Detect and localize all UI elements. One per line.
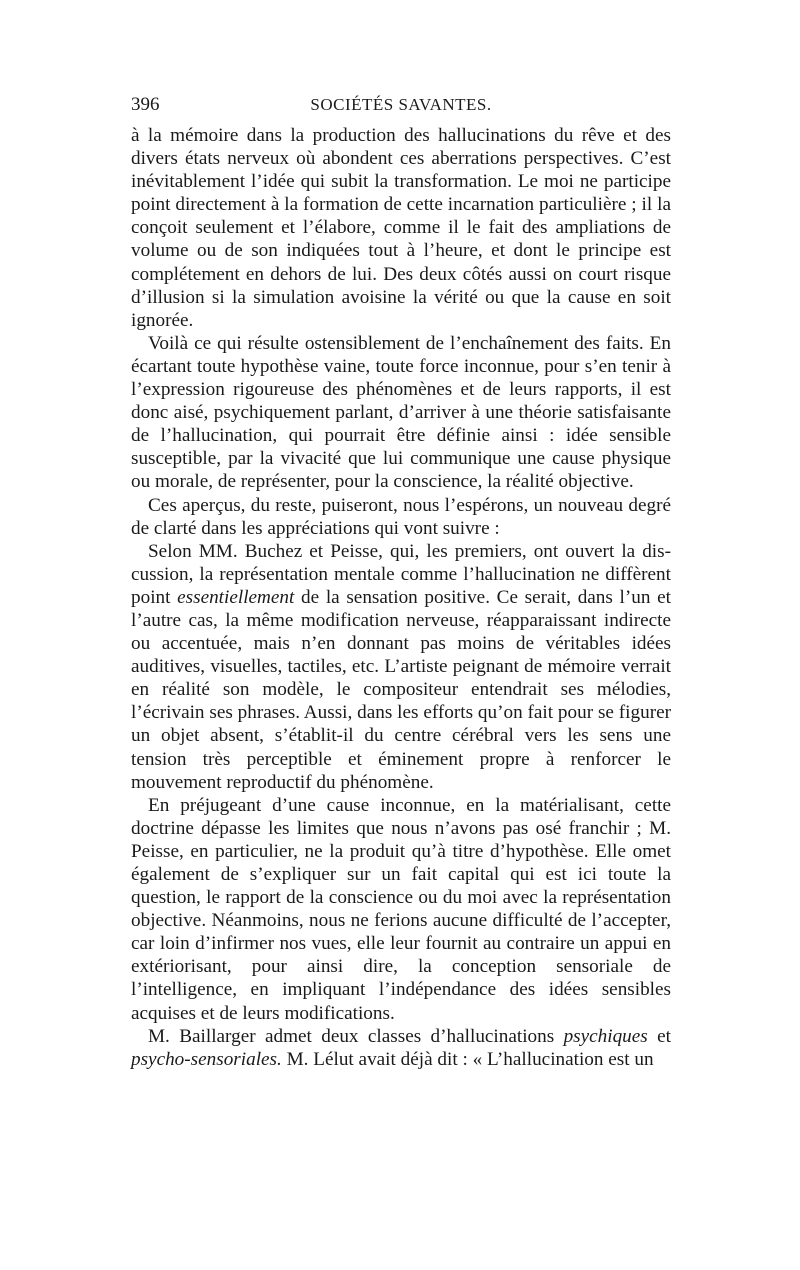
paragraph [131,124,671,332]
paragraph [131,332,671,494]
paragraph-text: Voilà ce qui résulte ostensiblement de l’enchaînement des faits. En écartant toute hypothèse vaine, toute force inconnue, pour s’en tenir à l’expression rigoureuse des phénomènes et de leurs rapports, il est donc aisé, psychiquement parlant, d’arriver à une théorie satisfaisante de l’hallucination, qui pourrait être définie ainsi : idée sensible susceptible, par la vivacité que lui communique une cause physique ou morale, de représenter, pour la conscience, la réalité objective. [131,332,671,493]
body-text [131,124,671,1071]
paragraph-text: Selon MM. Buchez et Peisse, qui, les premiers, ont ouvert la discussion, la représentation mentale comme l’hallucination ne diffèrent point [131,540,671,608]
paragraph-text: et [647,1025,671,1047]
paragraph-text: de la sensation positive. Ce serait, dans l’un et l’autre cas, la même modification nerveuse, réapparaissant indirecte ou accentuée, mais n’en donnant pas moins de véritables idées auditives, visuelles, tactiles, etc. L’artiste peignant de mémoire verrait en réalité son modèle, le compositeur entendrait ses mélodies, l’écrivain ses phrases. Aussi, dans les efforts qu’on fait pour se figurer un objet absent, s’établit-il du centre cérébral vers les sens une tension très perceptible et éminement propre à renforcer le mouvement reproductif du phénomène. [131,586,671,793]
paragraph-text: Ces aperçus, du reste, puiseront, nous l’espérons, un nouveau degré de clarté dans les appréciations qui vont suivre : [131,494,671,539]
paragraph [131,540,671,794]
paragraph [131,494,671,540]
paragraph [131,794,671,1025]
running-head [131,92,671,118]
italic-text: essentiellement [177,586,295,608]
paragraph-text: M. Lélut avait déjà dit : « L’hallucination est un [281,1048,654,1070]
running-title: SOCIÉTÉS SAVANTES. [310,95,492,114]
paragraph-text: M. Baillarger admet deux classes d’hallucinations [148,1025,564,1047]
page-number: 396 [131,94,160,115]
italic-text: psychiques [563,1025,648,1047]
paragraph-text: En préjugeant d’une cause inconnue, en la matérialisant, cette doctrine dépasse les limites que nous n’avons pas osé franchir ; M. Peisse, en particulier, ne la produit qu’à titre d’hypothèse. Elle omet également de s’expliquer sur un fait capital qui est ici toute la question, le rapport de la conscience ou du moi avec la représentation objective. Néanmoins, nous ne ferions aucune difficulté de l’accepter, car loin d’infirmer nos vues, elle leur fournit au contraire un appui en extériorisant, pour ainsi dire, la conception sensoriale de l’intelligence, en impliquant l’indépendance des idées sensibles acquises et de leurs modifications. [131,794,671,1024]
paragraph-text: à la mémoire dans la production des hallucinations du rêve et des divers états nerveux où abondent ces aberrations perspectives. C’est inévitablement l’idée qui subit la transformation. Le moi ne participe point directement à la formation de cette incarnation particulière ; il la conçoit seulement et l’élabore, comme il le fait des ampliations de volume ou de son indiquées tout à l’heure, et dont le principe est complétement en dehors de lui. Des deux côtés aussi on court risque d’illusion si la simulation avoisine la vérité ou que la cause en soit ignorée. [131,125,671,331]
paragraph [131,1025,671,1071]
italic-text: psycho-sensoriales. [131,1048,282,1070]
